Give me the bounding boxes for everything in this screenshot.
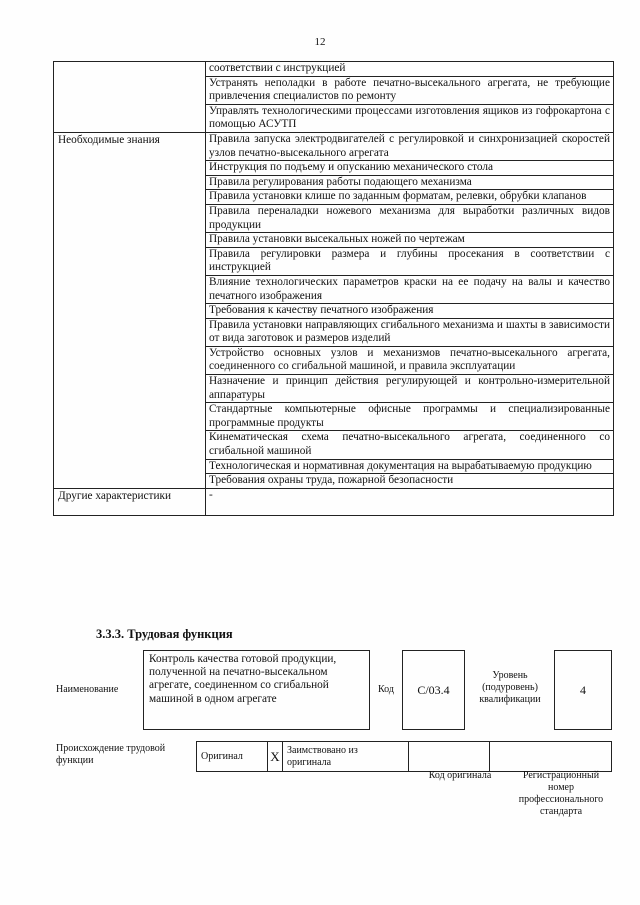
knowledge-item: Правила регулировки размера и глубины просекания в соответствии с инструкцией: [206, 247, 614, 275]
section-title: 3.3.3. Трудовая функция: [96, 627, 233, 641]
page-number: 12: [314, 36, 326, 48]
level-label: Уровень (подуровень) квалификации: [479, 670, 541, 705]
knowledge-item: Назначение и принцип действия регулирующей и контрольно-измерительной аппаратуры: [206, 375, 614, 403]
reg-number-cell: [490, 742, 612, 772]
borrowed-label: Заимствовано из оригинала: [283, 742, 409, 772]
other-characteristics-label: Другие характеристики: [54, 488, 206, 516]
knowledge-item: Технологическая и нормативная документация на вырабатываемую продукцию: [206, 459, 614, 474]
knowledge-item: Правила установки клише по заданным форматам, релевки, обрубки клапанов: [206, 190, 614, 205]
knowledge-item: Требования к качеству печатного изображения: [206, 304, 614, 319]
knowledge-item: Инструкция по подъему и опусканию механического стола: [206, 161, 614, 176]
original-code-caption: Код оригинала: [428, 770, 492, 781]
other-characteristics-value: -: [206, 488, 614, 516]
origin-table: [196, 741, 612, 772]
knowledge-item: Правила переналадки ножевого механизма для выработки различных видов продукции: [206, 204, 614, 232]
table-row: [54, 62, 614, 77]
table-row: [54, 488, 614, 516]
knowledge-item: Правила установки высекальных ножей по чертежам: [206, 233, 614, 248]
abilities-label-cell: [54, 62, 206, 133]
knowledge-item: Правила запуска электродвигателей с регулировкой и синхронизацией скоростей узлов печатно-высекального агрегата: [206, 132, 614, 160]
original-code-cell: [409, 742, 490, 772]
knowledge-item: Правила установки направляющих сгибального механизма и шахты в зависимости от вида заготовок и размеров изделий: [206, 318, 614, 346]
knowledge-item: Устройство основных узлов и механизмов печатно-высекального агрегата, соединенного со сгибальной машиной, и правила эксплуатации: [206, 346, 614, 374]
knowledge-item: Влияние технологических параметров краски на ее подачу на валы и качество печатного изображения: [206, 275, 614, 303]
original-label: Оригинал: [197, 742, 268, 772]
function-name-box: Контроль качества готовой продукции, полученной на печатно-высекальном агрегате, соединенном со сгибальной машиной в одном агрегате: [143, 650, 370, 730]
ability-item: Управлять технологическими процессами изготовления ящиков из гофрокартона с помощью АСУТП: [206, 104, 614, 132]
knowledge-table: [53, 61, 614, 516]
knowledge-label: Необходимые знания: [54, 132, 206, 488]
name-label: Наименование: [56, 684, 119, 695]
original-mark: Х: [268, 742, 283, 772]
ability-item: соответствии с инструкцией: [206, 62, 614, 77]
knowledge-item: Кинематическая схема печатно-высекального агрегата, соединенного со сгибальной машиной: [206, 431, 614, 459]
qualification-level-box: 4: [554, 650, 612, 730]
code-label: Код: [378, 684, 394, 695]
reg-number-caption: Регистрационный номер профессионального стандарта: [518, 770, 604, 817]
knowledge-item: Стандартные компьютерные офисные программы и специализированные программные продукты: [206, 403, 614, 431]
function-code-box: С/03.4: [402, 650, 465, 730]
ability-item: Устранять неполадки в работе печатно-высекального агрегата, не требующие привлечения специалистов по ремонту: [206, 76, 614, 104]
knowledge-item: Требования охраны труда, пожарной безопасности: [206, 474, 614, 489]
origin-label: Происхождение трудовой функции: [56, 743, 166, 766]
table-row: [54, 132, 614, 160]
knowledge-item: Правила регулирования работы подающего механизма: [206, 175, 614, 190]
